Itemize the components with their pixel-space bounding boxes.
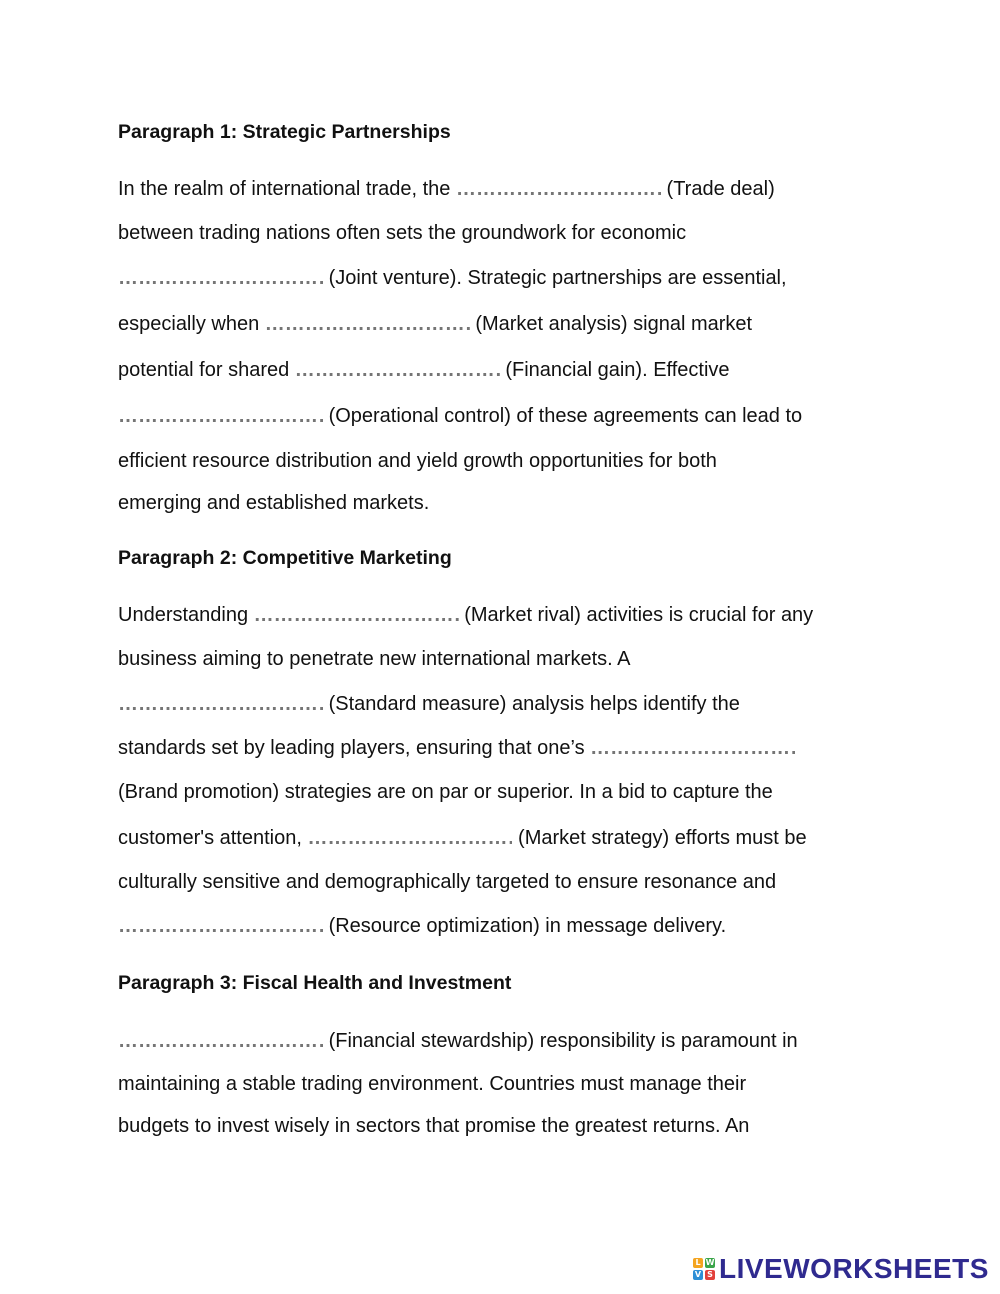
blank-input-operational-control[interactable] <box>118 406 323 428</box>
p3-line-3 <box>118 1114 749 1138</box>
text: (Brand promotion) strategies are on par or superior. In a bid to capture the <box>118 781 773 803</box>
p1-line-4 <box>118 312 752 336</box>
p1-line-8 <box>118 491 429 515</box>
logo-mark-tile: W <box>705 1258 715 1267</box>
text: maintaining a stable trading environment. Countries must manage their <box>118 1073 747 1095</box>
p2-line-5 <box>118 780 773 804</box>
p3-line-2 <box>118 1072 746 1096</box>
logo-mark-tile: S <box>705 1270 715 1280</box>
text: Understanding <box>118 604 249 626</box>
blank-input-market-rival[interactable] <box>254 605 459 627</box>
text: (Joint venture). Strategic partnerships are essential, <box>328 267 787 289</box>
liveworksheets-logo[interactable] <box>693 1253 989 1285</box>
text: customer's attention, <box>118 827 302 849</box>
p1-line-3 <box>118 266 787 290</box>
text: business aiming to penetrate new international markets. A <box>118 648 631 670</box>
text: (Market rival) activities is crucial for any <box>464 604 814 626</box>
blank-input-joint-venture[interactable] <box>118 268 323 290</box>
text: especially when <box>118 313 260 335</box>
p2-line-6 <box>118 826 807 850</box>
p2-line-8 <box>118 914 726 938</box>
text: culturally sensitive and demographically targeted to ensure resonance and <box>118 871 777 893</box>
text: budgets to invest wisely in sectors that promise the greatest returns. An <box>118 1115 750 1137</box>
logo-mark-icon <box>693 1258 715 1280</box>
p1-line-5 <box>118 358 730 382</box>
p1-line-2 <box>118 221 686 245</box>
text: between trading nations often sets the groundwork for economic <box>118 222 687 244</box>
text: emerging and established markets. <box>118 492 430 514</box>
paragraph-3-heading: Paragraph 3: Fiscal Health and Investment <box>118 972 512 994</box>
p1-line-6 <box>118 404 802 428</box>
p2-line-4 <box>118 736 795 760</box>
p2-line-1 <box>118 603 813 627</box>
text: (Market analysis) signal market <box>475 313 753 335</box>
paragraph-1-heading: Paragraph 1: Strategic Partnerships <box>118 121 451 143</box>
text: (Market strategy) efforts must be <box>518 827 807 849</box>
text: potential for shared <box>118 359 290 381</box>
text: (Financial gain). Effective <box>505 359 730 381</box>
text: efficient resource distribution and yield growth opportunities for both <box>118 450 717 472</box>
p2-line-3 <box>118 692 740 716</box>
text: standards set by leading players, ensuring that one’s <box>118 737 585 759</box>
blank-input-market-analysis[interactable] <box>265 314 470 336</box>
logo-mark-tile: V <box>694 1270 702 1279</box>
blank-input-market-strategy[interactable] <box>307 828 512 850</box>
text: (Financial stewardship) responsibility is paramount in <box>328 1030 798 1052</box>
blank-input-resource-optimization[interactable] <box>118 916 323 938</box>
logo-mark-tile: L <box>693 1258 703 1268</box>
blank-input-brand-promotion[interactable] <box>590 738 795 760</box>
blank-input-trade-deal[interactable] <box>456 179 661 201</box>
blank-input-financial-gain[interactable] <box>295 360 500 382</box>
p2-line-7 <box>118 870 776 894</box>
blank-input-financial-stewardship[interactable] <box>118 1031 323 1053</box>
text: (Standard measure) analysis helps identify the <box>328 693 740 715</box>
text: (Resource optimization) in message delivery. <box>328 915 727 937</box>
text: (Trade deal) <box>666 178 775 200</box>
text: In the realm of international trade, the <box>118 178 451 200</box>
p1-line-1 <box>118 177 775 201</box>
paragraph-2-heading: Paragraph 2: Competitive Marketing <box>118 547 452 569</box>
text: (Operational control) of these agreements can lead to <box>328 405 803 427</box>
logo-text: LIVEWORKSHEETS <box>719 1253 989 1284</box>
blank-input-standard-measure[interactable] <box>118 694 323 716</box>
p1-line-7 <box>118 449 717 473</box>
p3-line-1 <box>118 1029 798 1053</box>
p2-line-2 <box>118 647 631 671</box>
